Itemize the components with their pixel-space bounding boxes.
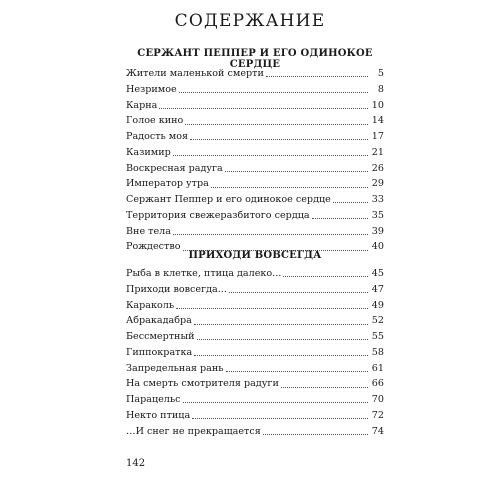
toc-entry-title: На смерть смотрителя радуги: [126, 378, 279, 390]
toc-entry-page: 26: [371, 162, 384, 174]
leader-dots: [179, 92, 368, 93]
leader-dots: [333, 202, 368, 203]
toc-entry-page: 58: [371, 346, 384, 358]
toc-entry-page: 47: [371, 283, 384, 295]
toc-entry-page: 14: [371, 115, 384, 127]
toc-entry-page: 72: [371, 409, 384, 421]
toc-entry[interactable]: [126, 376, 384, 392]
toc-entry[interactable]: [126, 224, 384, 240]
toc-entry[interactable]: [126, 345, 384, 361]
leader-dots: [192, 418, 368, 419]
leader-dots: [263, 434, 368, 435]
leader-dots: [225, 171, 368, 172]
toc-entry[interactable]: [126, 266, 384, 282]
toc-list: [126, 66, 384, 255]
leader-dots: [190, 139, 368, 140]
toc-entry-page: 29: [371, 178, 384, 190]
leader-dots: [266, 76, 368, 77]
toc-entry-title: Сержант Пеппер и его одинокое сердце: [126, 194, 331, 205]
toc-entry-page: 74: [371, 425, 384, 437]
toc-entry-page: 66: [371, 378, 384, 390]
toc-entry-page: 40: [371, 241, 384, 253]
toc-entry[interactable]: [126, 392, 384, 408]
toc-entry[interactable]: [126, 176, 384, 192]
toc-entry[interactable]: [126, 313, 384, 329]
toc-entry[interactable]: [126, 408, 384, 424]
toc-entry-title: …И снег не прекращается: [126, 425, 261, 437]
toc-entry[interactable]: [126, 129, 384, 145]
toc-entry-page: 8: [377, 83, 384, 95]
toc-entry-page: 10: [371, 99, 384, 111]
toc-entry-title: Казимир: [126, 146, 171, 158]
toc-entry-page: 21: [371, 146, 384, 158]
page-number: 142: [126, 458, 146, 469]
leader-dots: [226, 371, 368, 372]
toc-entry[interactable]: [126, 82, 384, 98]
toc-entry-title: Голое кино: [126, 115, 184, 127]
toc-entry-title: Рождество: [126, 241, 181, 253]
section-heading: СЕРЖАНТ ПЕППЕР И ЕГО ОДИНОКОЕ СЕРДЦЕ: [137, 48, 373, 70]
toc-entry-page: 70: [371, 394, 384, 405]
toc-entry-title: Территория свежеразбитого сердца: [126, 209, 310, 221]
toc-entry-title: Вне тела: [126, 225, 171, 237]
toc-entry-title: Незримое: [126, 83, 177, 95]
toc-entry[interactable]: [126, 145, 384, 161]
toc-entry[interactable]: [126, 424, 384, 440]
leader-dots: [283, 276, 368, 277]
toc-entry-page: 33: [371, 194, 384, 205]
toc-entry-title: Гиппократка: [126, 346, 193, 358]
toc-entry-title: Рыба в клетке, птица далеко...: [126, 268, 282, 279]
toc-entry[interactable]: [126, 282, 384, 298]
leader-dots: [173, 155, 368, 156]
toc-entry-page: 39: [371, 225, 384, 237]
toc-entry-title: Бессмертный: [126, 331, 195, 342]
toc-entry[interactable]: [126, 66, 384, 82]
toc-entry-page: 52: [371, 315, 384, 327]
toc-entry-title: Некто птица: [126, 409, 191, 421]
toc-entry-page: 55: [371, 331, 384, 342]
toc-entry-title: Жители маленькой смерти: [126, 68, 264, 79]
toc-entry[interactable]: [126, 208, 384, 224]
leader-dots: [211, 187, 368, 188]
toc-entry-title: Запредельная рань: [126, 362, 224, 374]
leader-dots: [197, 339, 369, 340]
toc-entry-title: Радость моя: [126, 131, 189, 142]
toc-entry[interactable]: [126, 113, 384, 129]
leader-dots: [194, 324, 368, 325]
leader-dots: [176, 308, 368, 309]
toc-entry-title: Император утра: [126, 178, 209, 190]
toc-entry-page: 61: [371, 362, 384, 374]
toc-entry-page: 35: [371, 209, 384, 221]
toc-entry-title: Карна: [126, 99, 158, 111]
leader-dots: [183, 402, 369, 403]
section-heading: ПРИХОДИ ВОВСЕГДА: [188, 250, 322, 261]
toc-entry[interactable]: [126, 161, 384, 177]
toc-entry[interactable]: [126, 361, 384, 377]
page-title: СОДЕРЖАНИЕ: [174, 11, 326, 31]
toc-entry-title: Приходи вовсегда...: [126, 283, 227, 295]
toc-entry-page: 5: [377, 68, 384, 79]
leader-dots: [312, 218, 368, 219]
toc-entry[interactable]: [126, 298, 384, 314]
leader-dots: [281, 387, 368, 388]
toc-entry-title: Парацельс: [126, 394, 181, 405]
leader-dots: [194, 355, 368, 356]
toc-entry-title: Воскресная радуга: [126, 162, 223, 174]
leader-dots: [185, 124, 368, 125]
toc-entry[interactable]: [126, 192, 384, 208]
leader-dots: [173, 234, 368, 235]
leader-dots: [229, 292, 368, 293]
toc-list: [126, 266, 384, 439]
toc-entry-title: Абракадабра: [126, 315, 192, 327]
toc-entry-page: 45: [371, 268, 384, 279]
leader-dots: [159, 108, 368, 109]
toc-entry-title: Караколь: [126, 299, 175, 311]
toc-entry[interactable]: [126, 98, 384, 114]
toc-entry[interactable]: [126, 329, 384, 345]
toc-entry-page: 49: [371, 299, 384, 311]
toc-entry-page: 17: [371, 131, 384, 142]
